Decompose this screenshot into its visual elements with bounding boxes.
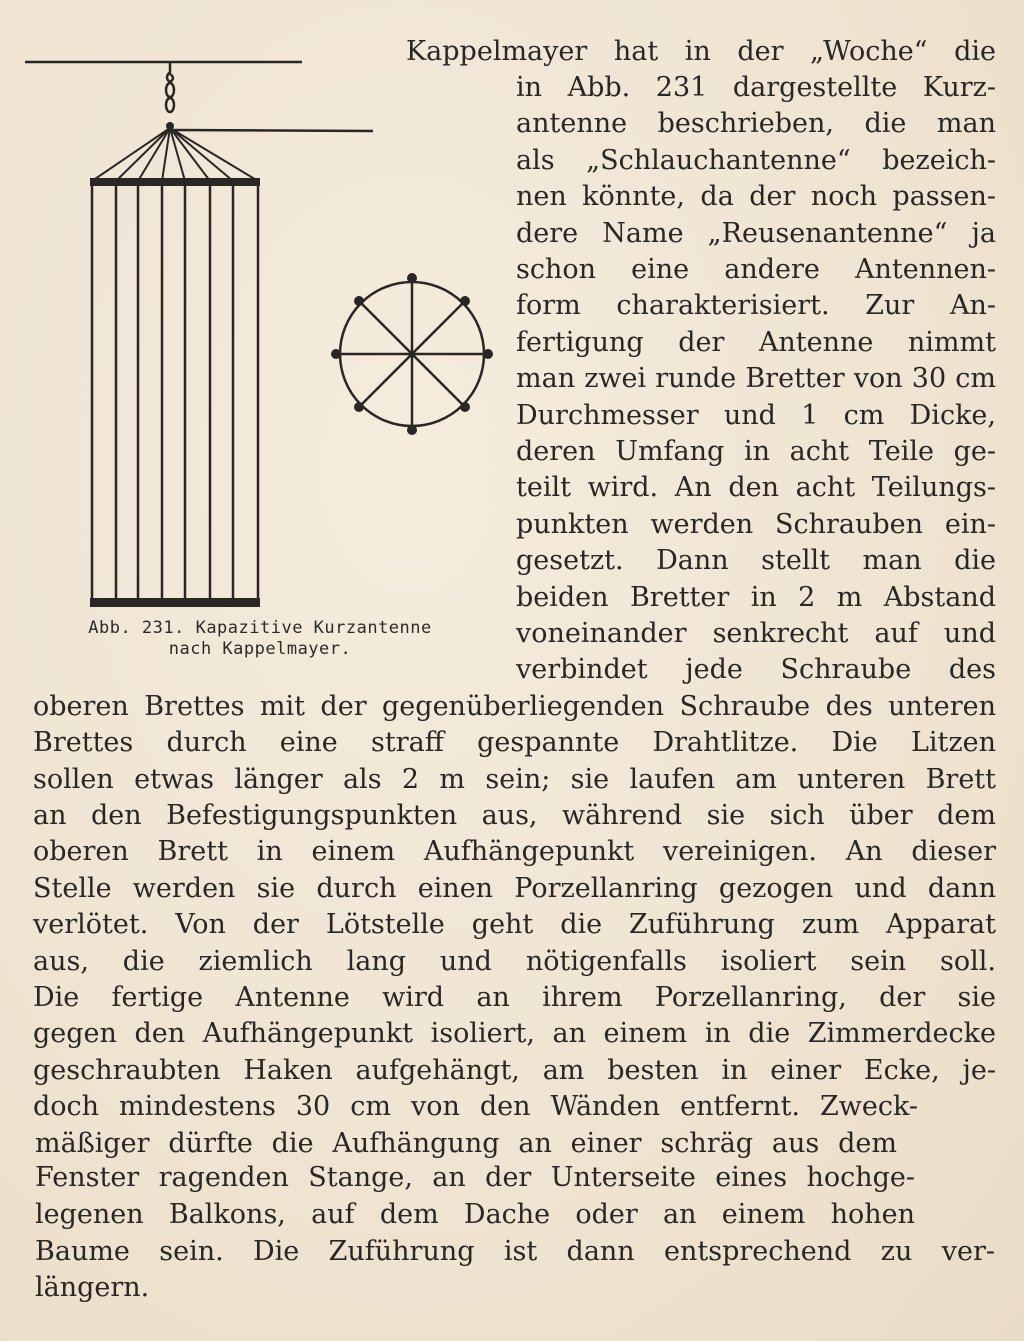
text-line: oberen Brettes mit der gegenüberliegenden Schraube des unteren (33, 691, 996, 722)
text-line: dere Name „Reusenantenne“ ja (516, 218, 996, 249)
text-line: schon eine andere Antennen- (516, 254, 996, 285)
text-line: legenen Balkons, auf dem Dache oder an einem hohen (35, 1199, 915, 1230)
text-line: geschraubten Haken aufgehängt, am besten in einer Ecke, je- (33, 1055, 996, 1086)
text-line: als „Schlauchantenne“ bezeich- (516, 145, 996, 176)
text-line: gesetzt. Dann stellt man die (516, 545, 996, 576)
text-line: Die fertige Antenne wird an ihrem Porzellanring, der sie (33, 982, 996, 1013)
top-board (90, 178, 260, 186)
text-line: mäßiger dürfte die Aufhängung an einer schräg aus dem (35, 1128, 897, 1159)
text-line: deren Umfang in acht Teile ge- (516, 436, 996, 467)
text-line: Durchmesser und 1 cm Dicke, (516, 400, 996, 431)
text-line: oberen Brett in einem Aufhängepunkt vereinigen. An dieser (33, 836, 996, 867)
chain-link-icon (166, 98, 174, 112)
bottom-board (90, 598, 260, 607)
text-line: Brettes durch eine straff gespannte Drahtlitze. Die Litzen (33, 727, 996, 758)
text-line: punkten werden Schrauben ein- (516, 509, 996, 540)
hook-icon (167, 62, 173, 82)
text-line: form charakterisiert. Zur An- (516, 290, 996, 321)
feed-line (170, 130, 373, 131)
caption-line: Abb. 231. Kapazitive Kurzantenne (88, 618, 432, 638)
figure-231 (20, 50, 510, 670)
text-line: gegen den Aufhängepunkt isoliert, an einem in die Zimmerdecke (33, 1018, 996, 1049)
text-line: nen könnte, da der noch passen- (516, 181, 996, 212)
text-line: fertigung der Antenne nimmt (516, 327, 996, 358)
vertical-wires (92, 186, 258, 600)
text-line: doch mindestens 30 cm von den Wänden entfernt. Zweck- (33, 1091, 918, 1122)
chain-link-icon (166, 83, 174, 97)
text-line: verlötet. Von der Lötstelle geht die Zuführung zum Apparat (33, 909, 996, 940)
antenna-illustration (20, 50, 510, 620)
text-line: beiden Bretter in 2 m Abstand (516, 582, 996, 613)
text-line: an den Befestigungspunkten aus, während sie sich über dem (33, 800, 996, 831)
converging-wires (92, 128, 258, 181)
text-line: Stelle werden sie durch einen Porzellanring gezogen und dann (33, 873, 996, 904)
text-line: Baume sein. Die Zuführung ist dann entsprechend zu ver- (35, 1236, 995, 1267)
caption-line: nach Kappelmayer. (168, 639, 352, 659)
text-line: teilt wird. An den acht Teilungs- (516, 472, 996, 503)
text-line: verbindet jede Schraube des (516, 654, 996, 685)
text-line: Fenster ragenden Stange, an der Unterseite eines hochge- (35, 1162, 915, 1193)
text-line: sollen etwas länger als 2 m sein; sie laufen am unteren Brett (33, 764, 996, 795)
text-line: längern. (35, 1272, 150, 1303)
text-line: antenne beschrieben, die man (516, 108, 996, 139)
figure-caption (40, 618, 480, 660)
text-line: in Abb. 231 dargestellte Kurz- (516, 72, 996, 103)
text-line: man zwei runde Bretter von 30 cm (516, 363, 996, 394)
text-line: Kappelmayer hat in der „Woche“ die (406, 36, 996, 67)
text-line: aus, die ziemlich lang und nötigenfalls isoliert sein soll. (33, 946, 996, 977)
text-line: voneinander senkrecht auf und (516, 618, 996, 649)
